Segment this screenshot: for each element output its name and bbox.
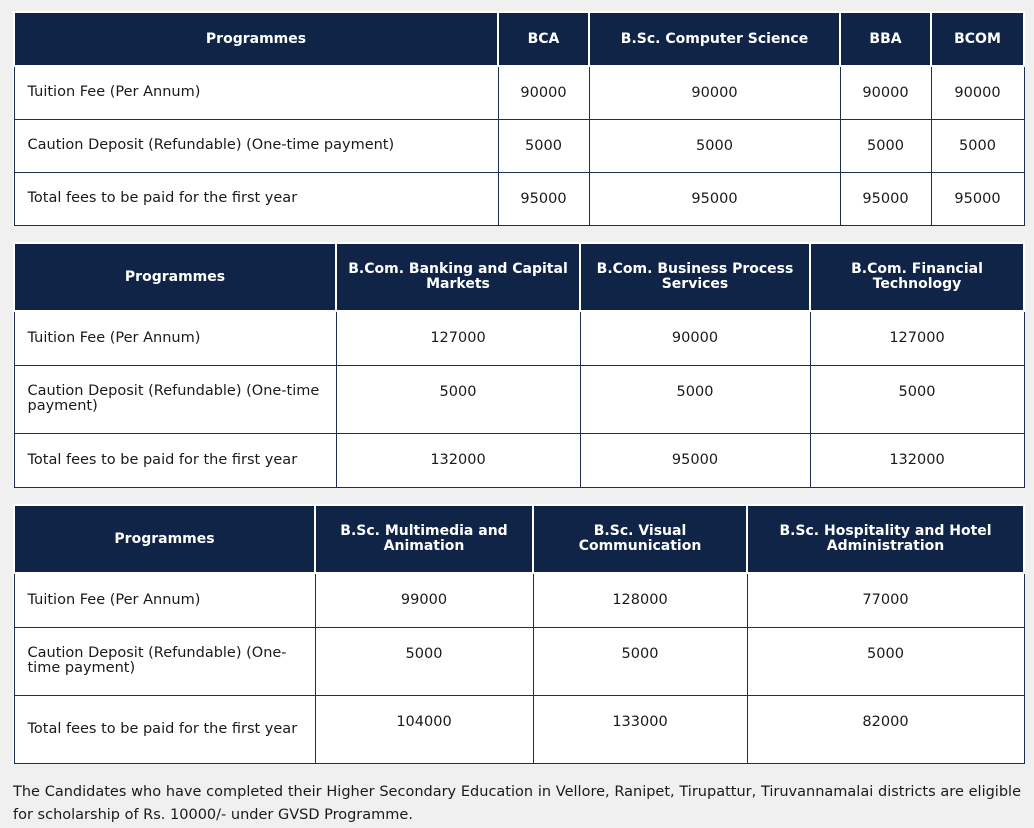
fee-cell: 128000 <box>533 573 747 627</box>
table-row <box>14 172 1024 225</box>
fee-cell: 95000 <box>589 172 840 225</box>
table-row <box>14 119 1024 172</box>
row-label: Total fees to be paid for the first year <box>14 433 336 487</box>
fee-cell: 90000 <box>580 311 810 365</box>
fee-cell: 104000 <box>315 695 533 763</box>
fee-cell: 127000 <box>810 311 1024 365</box>
fee-cell: 95000 <box>931 172 1024 225</box>
column-header: B.Com. Financial Technology <box>810 243 1024 311</box>
fee-cell: 90000 <box>589 66 840 119</box>
fee-cell: 82000 <box>747 695 1024 763</box>
fee-cell: 5000 <box>580 365 810 433</box>
fee-cell: 95000 <box>580 433 810 487</box>
row-label: Caution Deposit (Refundable) (One-time payment) <box>14 627 315 695</box>
fee-cell: 99000 <box>315 573 533 627</box>
table-row <box>14 695 1024 763</box>
column-header: Programmes <box>14 12 498 66</box>
row-label: Caution Deposit (Refundable) (One-time payment) <box>14 119 498 172</box>
fee-cell: 5000 <box>747 627 1024 695</box>
fee-cell: 5000 <box>589 119 840 172</box>
table-row <box>14 627 1024 695</box>
fee-table-2 <box>13 242 1025 488</box>
column-header: B.Com. Business Process Services <box>580 243 810 311</box>
table-header-row <box>14 505 1024 573</box>
scholarship-note: The Candidates who have completed their Higher Secondary Education in Vellore, Ranipet, Tirupattur, Tiruvannamalai districts are eligible for scholarship of Rs. 10000/- under GVSD Programme. <box>13 784 1021 823</box>
fee-cell: 132000 <box>810 433 1024 487</box>
fee-cell: 5000 <box>810 365 1024 433</box>
column-header: B.Sc. Hospitality and Hotel Administration <box>747 505 1024 573</box>
fee-cell: 132000 <box>336 433 580 487</box>
row-label: Tuition Fee (Per Annum) <box>14 573 315 627</box>
fee-cell: 133000 <box>533 695 747 763</box>
fee-table-1 <box>13 11 1025 226</box>
column-header: B.Sc. Visual Communication <box>533 505 747 573</box>
fee-cell: 77000 <box>747 573 1024 627</box>
fee-cell: 90000 <box>498 66 589 119</box>
fee-cell: 5000 <box>840 119 931 172</box>
fee-cell: 5000 <box>498 119 589 172</box>
table-row <box>14 365 1024 433</box>
fee-cell: 5000 <box>315 627 533 695</box>
column-header: B.Com. Banking and Capital Markets <box>336 243 580 311</box>
column-header: B.Sc. Computer Science <box>589 12 840 66</box>
row-label: Tuition Fee (Per Annum) <box>14 311 336 365</box>
table-row <box>14 66 1024 119</box>
table-header-row <box>14 12 1024 66</box>
column-header: BBA <box>840 12 931 66</box>
fee-cell: 95000 <box>498 172 589 225</box>
table-header-row <box>14 243 1024 311</box>
fee-cell: 5000 <box>533 627 747 695</box>
column-header: Programmes <box>14 505 315 573</box>
table-row <box>14 311 1024 365</box>
column-header: Programmes <box>14 243 336 311</box>
fee-cell: 5000 <box>336 365 580 433</box>
fee-cell: 95000 <box>840 172 931 225</box>
column-header: B.Sc. Multimedia and Animation <box>315 505 533 573</box>
row-label: Total fees to be paid for the first year <box>14 695 315 763</box>
table-row <box>14 573 1024 627</box>
column-header: BCA <box>498 12 589 66</box>
row-label: Tuition Fee (Per Annum) <box>14 66 498 119</box>
row-label: Total fees to be paid for the first year <box>14 172 498 225</box>
fee-cell: 90000 <box>931 66 1024 119</box>
fee-table-3 <box>13 504 1025 764</box>
table-row <box>14 433 1024 487</box>
row-label: Caution Deposit (Refundable) (One-time payment) <box>14 365 336 433</box>
fee-cell: 90000 <box>840 66 931 119</box>
fee-cell: 5000 <box>931 119 1024 172</box>
fee-cell: 127000 <box>336 311 580 365</box>
column-header: BCOM <box>931 12 1024 66</box>
